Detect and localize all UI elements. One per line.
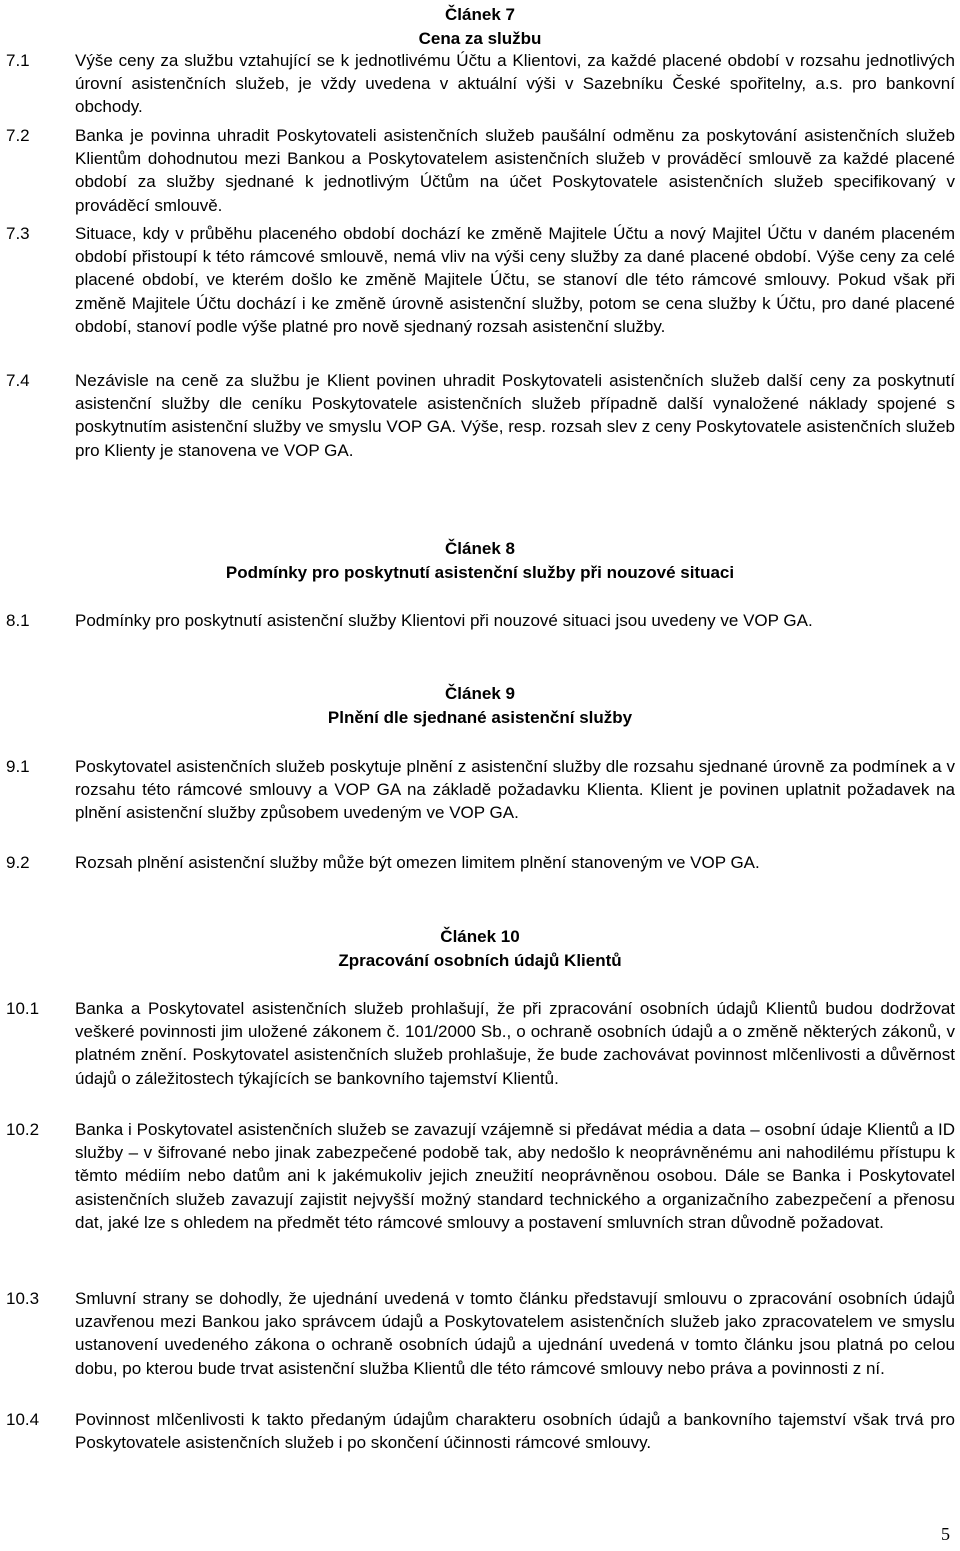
clause-number: 9.2 xyxy=(6,853,30,872)
clause-number: 10.2 xyxy=(6,1120,40,1139)
clause-number: 7.2 xyxy=(6,126,30,145)
clause-number: 10.4 xyxy=(6,1410,40,1429)
clause-text: Povinnost mlčenlivosti k takto předaným údajům charakteru osobních údajů a bankovního tajemství však trvá pro Poskytovatele asistenčních služeb i po skončení účinnosti rámcové smlouvy. xyxy=(75,1410,955,1453)
clause-text: Výše ceny za službu vztahující se k jednotlivému Účtu a Klientovi, za každé placené období v rozsahu jednotlivých úrovní asistenčních služeb, je vždy uvedena v aktuální výši v Sazebníku České spořitelny, a.s. pro bankovní obchody. xyxy=(75,51,955,117)
clause-text: Banka a Poskytovatel asistenčních služeb prohlašují, že při zpracování osobních údajů Klientů budou dodržovat veškeré povinnosti jim uložené zákonem č. 101/2000 Sb., o ochraně osobních údajů a o změně některých zákonů, v platném znění. Poskytovatel asistenčních služeb prohlašuje, že bude zachovávat povinnost mlčenlivosti a důvěrnost údajů o záležitostech týkajících se bankovního tajemství Klientů. xyxy=(75,999,955,1088)
clause-number: 7.1 xyxy=(6,51,30,70)
article-10-title: Zpracování osobních údajů Klientů xyxy=(338,951,622,970)
article-8-number: Článek 8 xyxy=(445,539,515,558)
article-10-number: Článek 10 xyxy=(440,927,520,946)
clause-number: 7.4 xyxy=(6,371,30,390)
clause-number: 7.3 xyxy=(6,224,30,243)
clause-text: Banka i Poskytovatel asistenčních služeb se zavazují vzájemně si předávat média a data – osobní údaje Klientů a ID služby – v šifrované nebo jinak zabezpečené podobě tak, aby nedošlo k neoprávněnému ani nahodilému přístupu k těmto médiím nebo datům ani k jakémukoliv jejich zneužití neoprávněnou osobou. Dále se Banka i Poskytovatel asistenčních služeb zavazují zajistit nejvyšší možný standard technického a organizačního zabezpečení a přenosu dat, jaké lze s ohledem na předmět této rámcové smlouvy a postavení smluvních stran důvodně požadovat. xyxy=(75,1120,955,1232)
page-number: 5 xyxy=(941,1524,950,1544)
clause-text: Rozsah plnění asistenční služby může být omezen limitem plnění stanoveným ve VOP GA. xyxy=(75,853,760,872)
clause-number: 9.1 xyxy=(6,757,30,776)
article-7-title: Cena za službu xyxy=(418,29,542,48)
clause-number: 10.3 xyxy=(6,1289,40,1308)
article-8-title: Podmínky pro poskytnutí asistenční služby při nouzové situaci xyxy=(225,563,735,582)
clause-text: Poskytovatel asistenčních služeb poskytuje plnění z asistenční služby dle rozsahu sjednané úrovně za podmínek a v rozsahu této rámcové smlouvy a VOP GA na základě požadavku Klienta. Klient je povinen uplatnit požadavek na plnění asistenční služby způsobem uvedeným ve VOP GA. xyxy=(75,757,955,823)
clause-text: Banka je povinna uhradit Poskytovateli asistenčních služeb paušální odměnu za poskytování asistenčních služeb Klientům dohodnutou mezi Bankou a Poskytovatelem asistenčních služeb v prováděcí smlouvě za každé placené období za služby sjednané k jednotlivým Účtům na účet Poskytovatele asistenčních služeb specifikovaný v prováděcí smlouvě. xyxy=(75,126,955,215)
clause-text: Nezávisle na ceně za službu je Klient povinen uhradit Poskytovateli asistenčních služeb další ceny za poskytnutí asistenční služby dle ceníku Poskytovatele asistenčních služeb případně další vynaložené náklady spojené s poskytnutím asistenční služby ve smyslu VOP GA. Výše, resp. rozsah slev z ceny Poskytovatele asistenčních služeb pro Klienty je stanovena ve VOP GA. xyxy=(75,371,955,460)
clause-text: Podmínky pro poskytnutí asistenční služby Klientovi při nouzové situaci jsou uvedeny ve VOP GA. xyxy=(75,611,813,630)
clause-number: 8.1 xyxy=(6,611,30,630)
article-9-title: Plnění dle sjednané asistenční služby xyxy=(327,708,633,727)
article-7-number: Článek 7 xyxy=(445,5,515,24)
article-9-number: Článek 9 xyxy=(445,684,515,703)
clause-text: Smluvní strany se dohodly, že ujednání uvedená v tomto článku představují smlouvu o zpracování osobních údajů uzavřenou mezi Bankou jako správcem údajů a Poskytovatelem asistenčních služeb jako zpracovatelem ve smyslu ustanovení uvedeného zákona o ochraně osobních údajů a ujednání uvedená v tomto článku jsou platná po celou dobu, po kterou bude trvat asistenční služba Klientů dle této rámcové smlouvy nebo práva a povinnosti z ní. xyxy=(75,1289,955,1378)
clause-text: Situace, kdy v průběhu placeného období dochází ke změně Majitele Účtu a nový Majitel Účtu v daném placeném období přistoupí k této rámcové smlouvě, nemá vliv na výši ceny služby za dané placené období. Výše ceny za celé placené období, ve kterém došlo ke změně Majitele Účtu, se stanoví dle této rámcové smlouvy. Pokud však při změně Majitele Účtu dochází i ke změně úrovně asistenční služby, potom se cena služby k Účtu, pro dané placené období, stanoví podle výše platné pro nově sjednaný rozsah asistenční služby. xyxy=(75,224,955,336)
clause-number: 10.1 xyxy=(6,999,40,1018)
